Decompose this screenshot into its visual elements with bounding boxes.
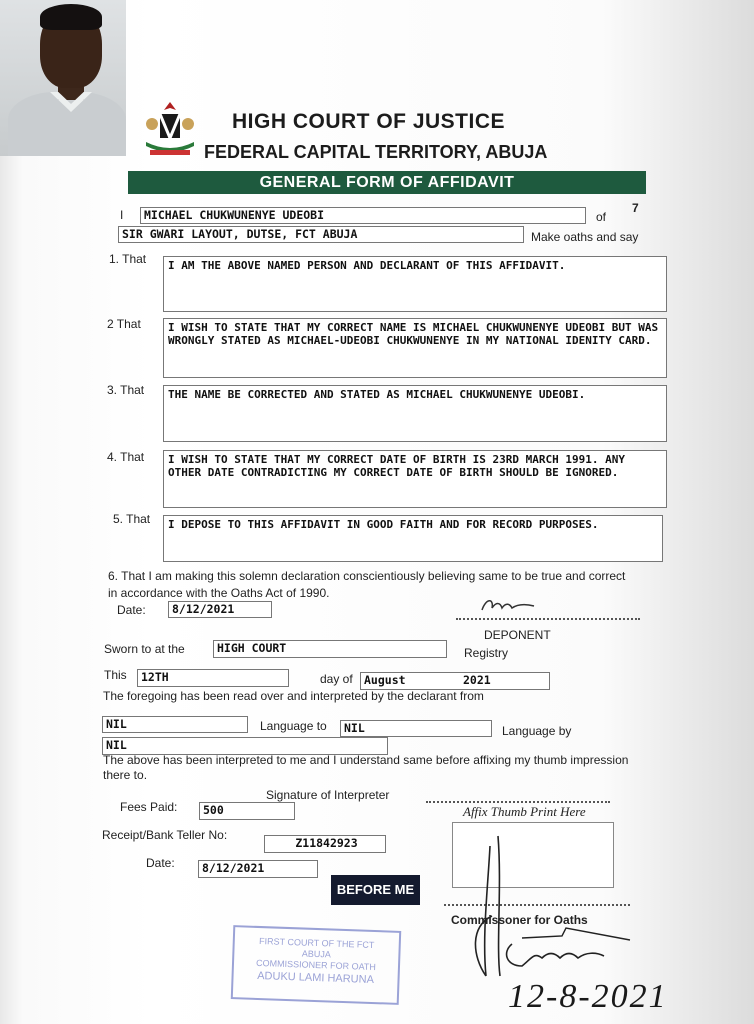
language-by-field[interactable]: NIL [102, 737, 388, 755]
to-language-field[interactable]: NIL [340, 720, 492, 737]
clause-4-label: 4. That [107, 450, 145, 464]
declaration-text: 6. That I am making this solemn declaration conscientiously believing same to be true and correct in accordance with the Oaths Act of 1990. [108, 569, 626, 600]
clause-3-label: 3. That [107, 383, 145, 397]
passport-photo [0, 0, 126, 156]
before-me-label: BEFORE ME [331, 875, 420, 905]
day-of-label: day of [320, 672, 353, 686]
year-value: 2021 [463, 673, 491, 687]
clause-5-label: 5. That [113, 512, 151, 526]
clause-2-box[interactable]: I WISH TO STATE THAT MY CORRECT NAME IS MICHAEL CHUKWUNENYE UDEOBI BUT WAS WRONGLY STATED AS MICHAEL-UDEOBI CHUKWUNENYE IN MY NATIONAL IDENITY CARD. [163, 318, 667, 378]
deponent-name-field[interactable]: MICHAEL CHUKWUNENYE UDEOBI [140, 207, 586, 224]
stamp-line-1: FIRST COURT OF THE FCT [258, 936, 375, 951]
stamp-line-2: ABUJA [301, 948, 332, 960]
date-label: Date: [117, 603, 146, 617]
foregoing-text: The foregoing has been read over and interpreted by the declarant from [103, 689, 484, 703]
stamp-line-4: ADUKU LAMI HARUNA [256, 969, 375, 987]
receipt-label: Receipt/Bank Teller No: [102, 828, 228, 842]
clause-5-box[interactable]: I DEPOSE TO THIS AFFIDAVIT IN GOOD FAITH AND FOR RECORD PURPOSES. [163, 515, 663, 562]
clause-1-label: 1. That [109, 252, 147, 266]
commissioner-signature [462, 826, 632, 986]
date-field[interactable]: 8/12/2021 [168, 601, 272, 618]
fees-paid-label: Fees Paid: [120, 800, 178, 814]
address-field[interactable]: SIR GWARI LAYOUT, DUTSE, FCT ABUJA [118, 226, 524, 243]
day-field[interactable]: 12TH [137, 669, 289, 687]
clause-4-box[interactable]: I WISH TO STATE THAT MY CORRECT DATE OF BIRTH IS 23RD MARCH 1991. ANY OTHER DATE CONTRADICTING MY CORRECT DATE OF BIRTH SHOULD BE IGNORED. [163, 450, 667, 508]
territory-title: FEDERAL CAPITAL TERRITORY, ABUJA [204, 142, 548, 162]
deponent-label: DEPONENT [484, 628, 551, 642]
from-language-field[interactable]: NIL [102, 716, 248, 733]
i-label: I [120, 208, 124, 222]
fees-date-field[interactable]: 8/12/2021 [198, 860, 318, 878]
commissioner-stamp [231, 925, 401, 1005]
clause-1-box[interactable]: I AM THE ABOVE NAMED PERSON AND DECLARANT OF THIS AFFIDAVIT. [163, 256, 667, 312]
of-label: of [596, 210, 607, 224]
page-number: 7 [632, 201, 639, 215]
this-label: This [104, 668, 127, 682]
coat-of-arms-icon [140, 98, 200, 160]
clause-3-box[interactable]: THE NAME BE CORRECTED AND STATED AS MICHAEL CHUKWUNENYE UDEOBI. [163, 385, 667, 442]
court-title: HIGH COURT OF JUSTICE [232, 110, 506, 133]
deponent-signature-line [456, 617, 640, 620]
language-by-label: Language by [502, 724, 572, 738]
signature-date: 12-8-2021 [508, 978, 668, 1015]
language-to-label: Language to [260, 719, 327, 733]
sworn-place-field[interactable]: HIGH COURT [213, 640, 447, 658]
fees-paid-field[interactable]: 500 [199, 802, 295, 820]
stamp-line-3: COMMISSIONER FOR OATH [255, 957, 377, 973]
fees-date-label: Date: [146, 856, 175, 870]
month-field[interactable] [360, 672, 550, 690]
interpreter-signature-label: Signature of Interpreter [266, 788, 390, 802]
form-title-banner: GENERAL FORM OF AFFIDAVIT [128, 171, 646, 194]
deponent-signature [478, 596, 538, 616]
interpreter-signature-line [426, 800, 610, 803]
receipt-field[interactable]: Z11842923 [264, 835, 386, 853]
make-oaths-label: Make oaths and say [531, 230, 639, 244]
month-value: August [364, 673, 406, 687]
sworn-label: Sworn to at the [104, 642, 185, 656]
registry-label: Registry [464, 646, 509, 660]
thumb-print-label: Affix Thumb Print Here [463, 804, 586, 819]
interpreted-text: The above has been interpreted to me and I understand same before affixing my thumb impression there to. [103, 753, 629, 782]
commissioner-label: Commissoner for Oaths [451, 913, 588, 927]
clause-2-label: 2 That [107, 317, 141, 331]
